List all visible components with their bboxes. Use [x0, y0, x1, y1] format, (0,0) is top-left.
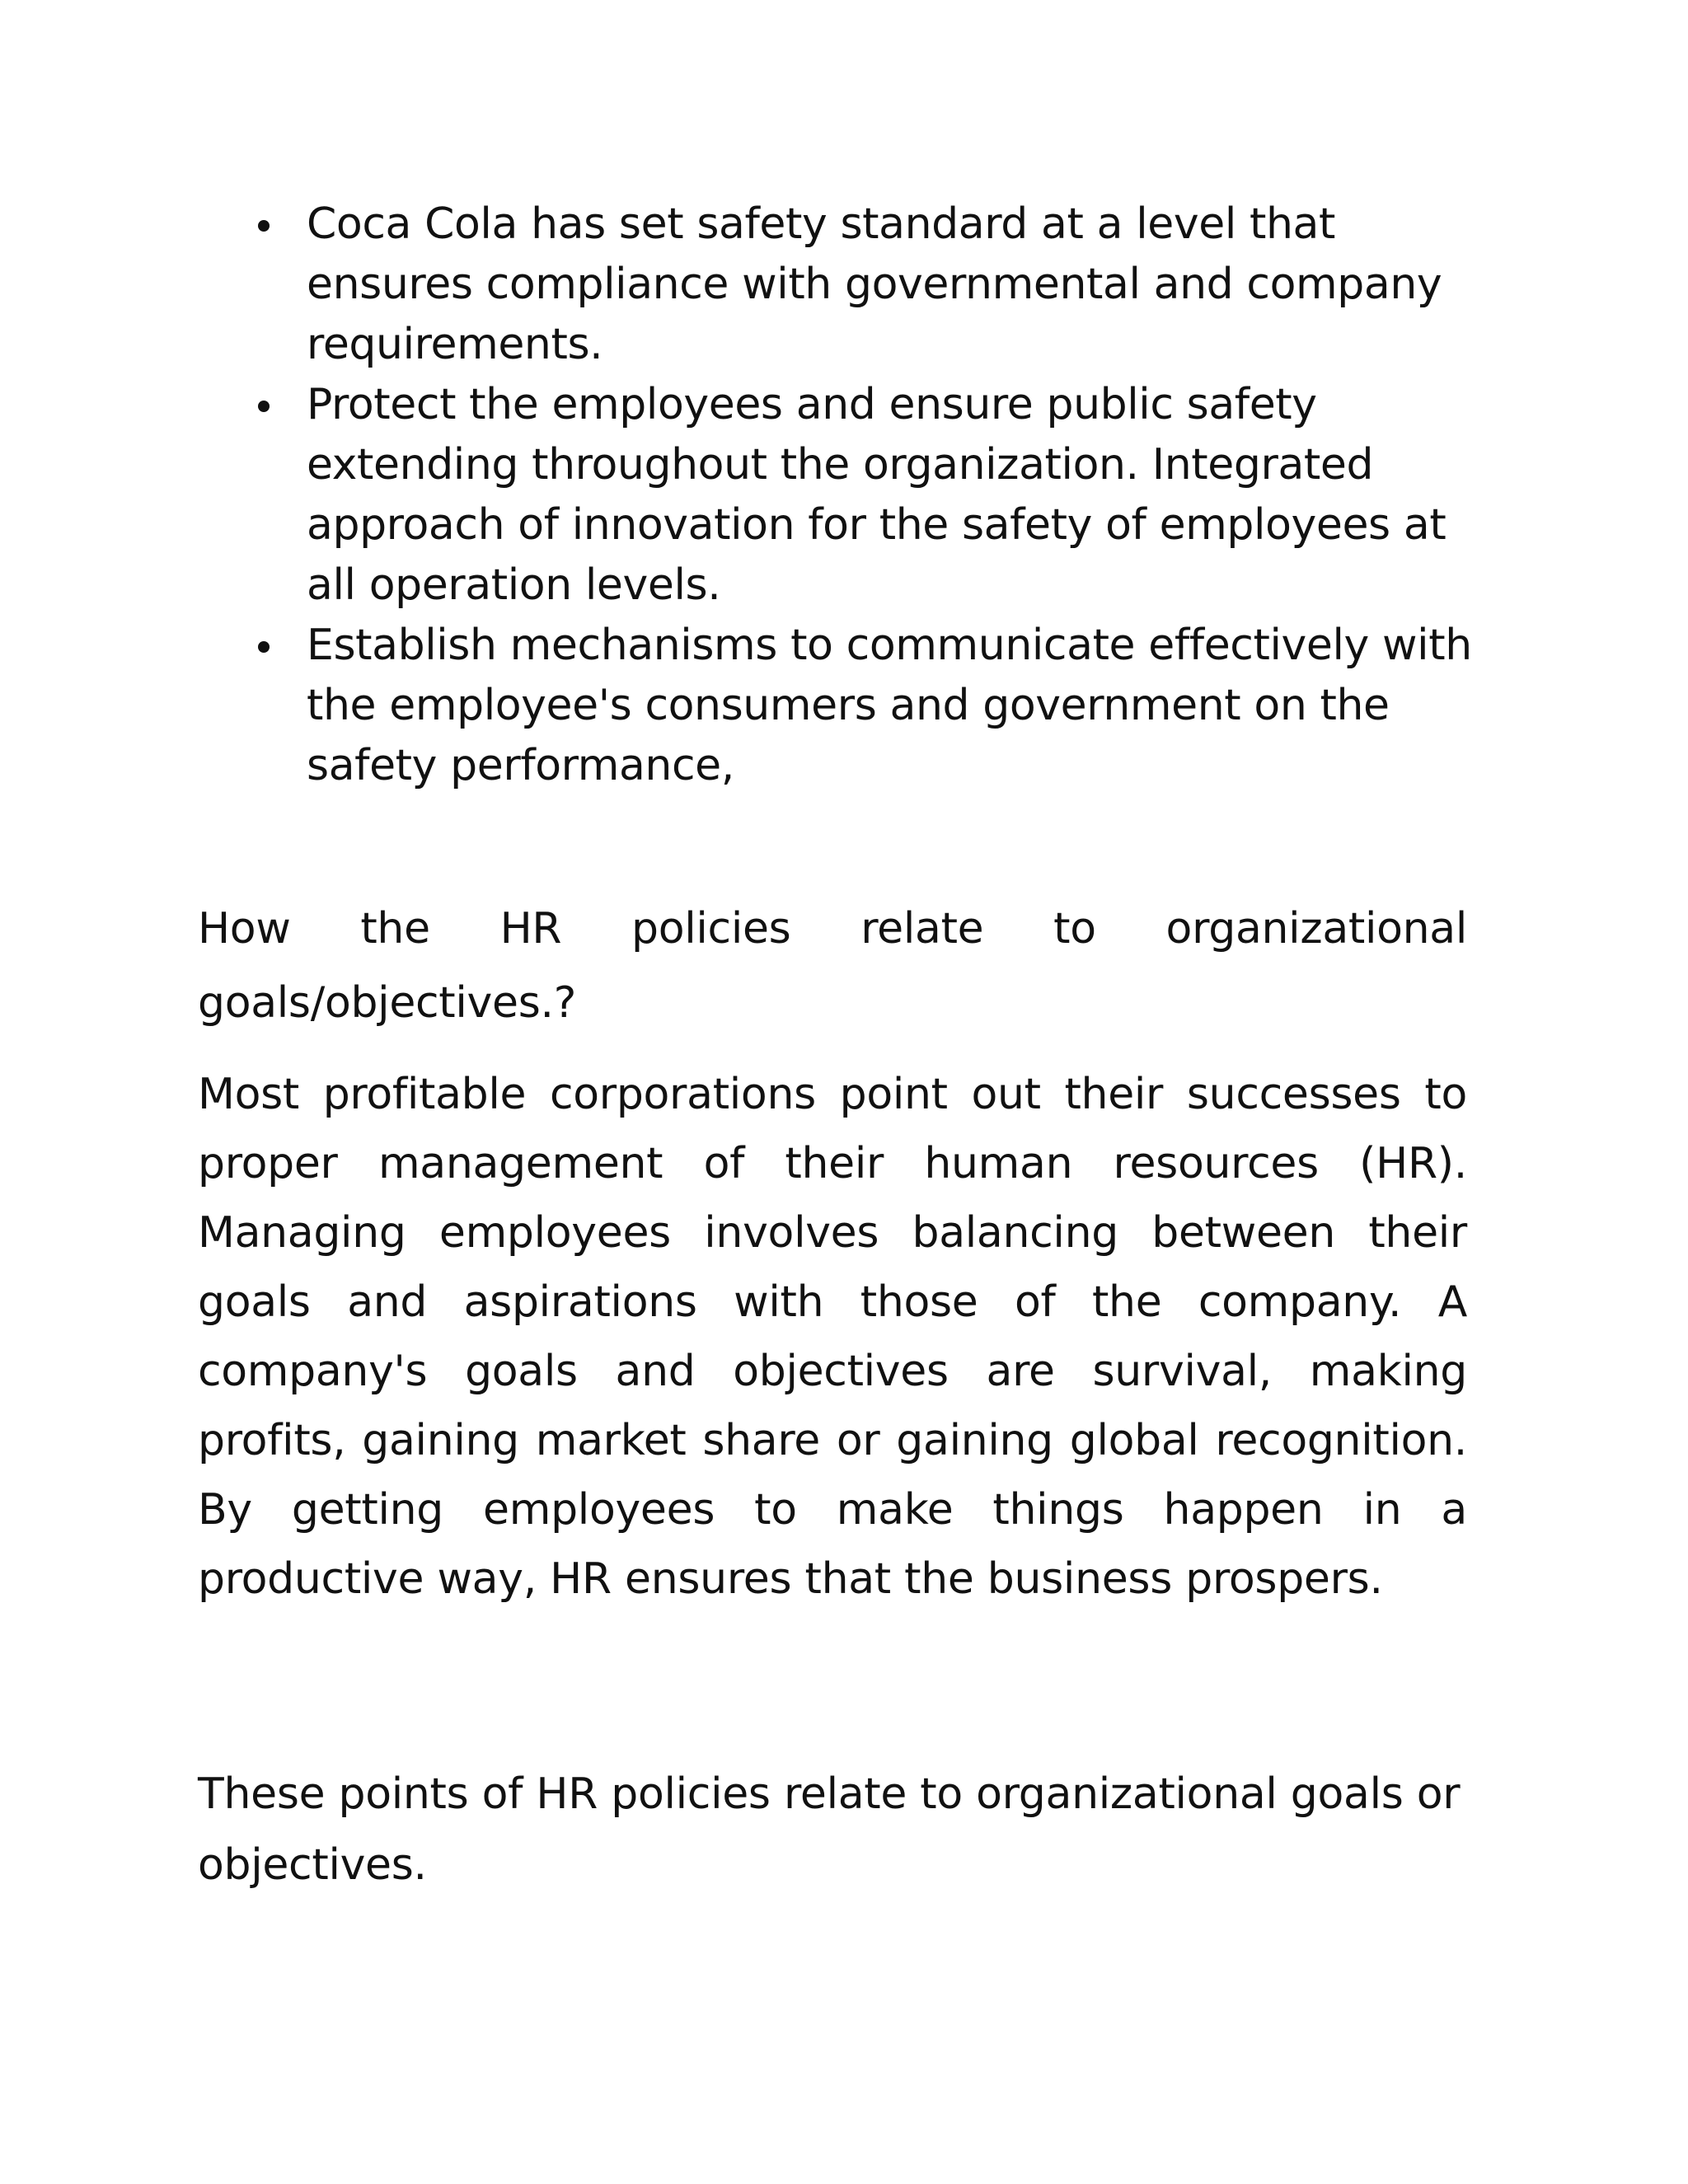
bullet-item	[256, 194, 1475, 375]
bullet-dot-icon	[258, 401, 270, 412]
bullet-text: Establish mechanisms to communicate effectively with the employee's consumers and government on the safety performance,	[307, 621, 1472, 790]
main-paragraph: Most profitable corporations point out their successes to proper management of their human resources (HR). Managing employees involves balancing between their goals and aspirations with those of the company. A company's goals and objectives are survival, making profits, gaining market share or gaining global recognition. By getting employees to make things happen in a productive way, HR ensures that the business prospers.	[198, 1070, 1467, 1604]
question-heading: How the HR policies relate to organizational goals/objectives.?	[198, 904, 1467, 1028]
bullet-text: Coca Cola has set safety standard at a level that ensures compliance with governmental and company requirements.	[307, 199, 1442, 369]
bullet-item	[256, 616, 1475, 796]
bullet-item	[256, 375, 1475, 616]
safety-bullet-list	[256, 194, 1475, 796]
closing-paragraph: These points of HR policies relate to organizational goals or objectives.	[198, 1769, 1461, 1890]
bullet-text: Protect the employees and ensure public safety extending throughout the organization. Integrated approach of innovation for the safety of employees at all operation levels.	[307, 380, 1447, 610]
bullet-dot-icon	[258, 220, 270, 232]
bullet-dot-icon	[258, 641, 270, 653]
